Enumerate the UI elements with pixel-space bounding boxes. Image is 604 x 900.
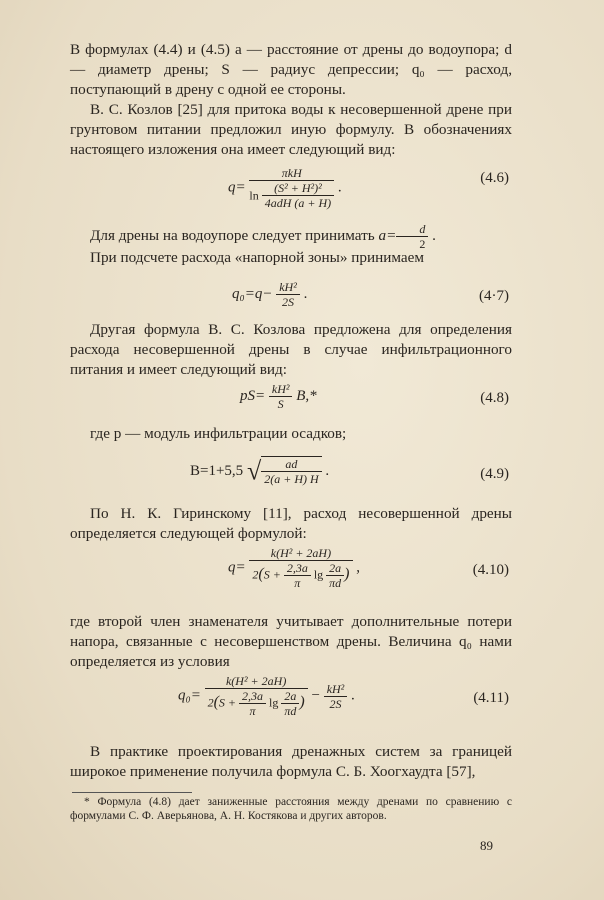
eq48-number: (4.8) bbox=[480, 390, 509, 406]
eq46-fraction bbox=[249, 166, 334, 210]
eq411-den-b: S + bbox=[218, 695, 237, 710]
eq49-number: (4.9) bbox=[480, 466, 509, 482]
eq49-den: 2(a + H) H bbox=[264, 472, 319, 486]
paragraph-6: где p — модуль инфильтрации осадков; bbox=[90, 425, 347, 442]
eq411-den-a: 2 bbox=[207, 695, 214, 710]
eq46-ln: ln bbox=[249, 188, 259, 203]
eq410-den-a: 2 bbox=[252, 567, 259, 582]
eq411-minus: − bbox=[311, 687, 320, 704]
eq49-lhs: B=1+5,5 bbox=[190, 462, 244, 479]
footnote-divider bbox=[72, 792, 192, 793]
paragraph-5: Другая формула В. С. Козлова предложена для определения расхода несовершенной дрены в случае инфильтрационного питания и имеет следующий вид: bbox=[70, 321, 512, 378]
eq47-num: kH² bbox=[276, 280, 300, 295]
eq410-den-e-den: πd bbox=[329, 576, 342, 590]
sqrt-symbol: √ bbox=[246, 456, 262, 486]
eq46-lhs: q= bbox=[228, 179, 246, 196]
eq411-number: (4.11) bbox=[473, 690, 509, 706]
eq411-den-c-num: 2,3a bbox=[239, 689, 266, 704]
eq411-num: k(H² + 2aH) bbox=[205, 674, 308, 689]
eq46-den-numerator: (S² + H²)² bbox=[262, 181, 334, 196]
eq410-den-lg: lg bbox=[313, 567, 324, 582]
eq48-rhs: B,* bbox=[296, 387, 317, 404]
eq411-term-num: kH² bbox=[324, 682, 348, 697]
paragraph-8: где второй член знаменателя учитывает дополнительные потери напора, связанные с несовершенством дрены. Величина q₀ нами определяется из условия bbox=[70, 613, 512, 670]
paragraph-3-text: Для дрены на водоупоре следует принимать bbox=[90, 226, 375, 244]
eq47-lhs: q₀=q− bbox=[232, 285, 273, 302]
p3-eq-den: 2 bbox=[419, 237, 426, 251]
eq411-den-c-den: π bbox=[249, 704, 256, 718]
paragraph-2: В. С. Козлов [25] для притока воды к несовершенной дрене при грунтовом питании предложил иную формулу. В обозначениях настоящего изложения она имеет следующий вид: bbox=[70, 101, 512, 158]
book-page: В формулах (4.4) и (4.5) a — расстояние от дрены до водоупора; d — диаметр дрены; S — радиус депрессии; q₀ — расход, поступающий в дрену с одной ее стороны. В. С. Козлов [25] для притока воды к несовершенной дрене при грунтовом питании предложил иную формулу. В обозначениях настоящего изложения она имеет следующий вид: q= πkH ln $\frac{\text{(S² + H²)²}}{\text{4adH (a + H)}}$ . (4.6) Для дрены на водоупоре следует принимать a= $\frac{d}{2}$ . При подсчете расхода «напорной зоны» принимаем q₀=q− $\frac{\text{kH²}}{2S}$ . (4·7) Другая формула В. С. Козлова предложена для определения расхода несовершенной дрены в случае инфильтрационного питания и имеет следующий вид: pS= $\frac{\text{kH²}}{S}$ B,* (4.8) где p — модуль инфильтрации осадков; B=1+5,5 √ $\frac{ad}{2(a + H) H}$ . (4.9) По Н. К. Гиринскому [11], расход несовершенной дрены определяется следующей формулой: q= k(H² + 2aH) 2(S + $\frac{2,3a}{\pi}$ lg $\frac{2a}{\pi d}$ ) , (4.10) где второй член знаменателя учитывает дополнительные потери напора, связанные с несовершенством дрены. Величина q₀ нами определяется из условия q₀= k(H² + 2aH) 2(S + $\frac{2,3a}{\pi}$ lg $\frac{2a}{\pi d}$ ) − $\frac{\text{kH²}}{2S}$ . (4.11) В практике проектирования дренажных систем за границей широкое применение получила формула С. Б. Хоогхаудта [57], * Формула (4.8) дает заниженные расстояния между дренами по сравнению с формулами С. Ф. Аверьянова, А. Н. Костякова и других авторов. 89 bbox=[0, 0, 604, 900]
eq47-number: (4·7) bbox=[479, 288, 509, 304]
eq410-den-e-num: 2a bbox=[326, 561, 344, 576]
eq46-den-denominator: 4adH (a + H) bbox=[264, 196, 332, 210]
eq411-term-den: 2S bbox=[329, 696, 342, 711]
eq411-den-e-num: 2a bbox=[281, 689, 299, 704]
eq411-den-lg: lg bbox=[269, 695, 279, 710]
paragraph-1: В формулах (4.4) и (4.5) a — расстояние от дрены до водоупора; d — диаметр дрены; S — радиус депрессии; q₀ — расход, поступающий в дрену с одной ее стороны. bbox=[70, 41, 512, 98]
paragraph-9: В практике проектирования дренажных систем за границей широкое применение получила формула С. Б. Хоогхаудта [57], bbox=[70, 743, 512, 780]
p3-eq-lhs: a= bbox=[378, 226, 397, 244]
eq411-den-e-den: πd bbox=[284, 704, 297, 718]
eq46-number: (4.6) bbox=[480, 170, 509, 186]
eq48-den: S bbox=[277, 397, 284, 411]
eq411-lhs: q₀= bbox=[178, 687, 201, 704]
eq49-num: ad bbox=[261, 457, 321, 472]
eq410-den-c-num: 2,3a bbox=[284, 561, 311, 576]
page-number: 89 bbox=[480, 838, 493, 853]
eq410-den-b: S + bbox=[263, 567, 281, 582]
eq48-num: kH² bbox=[269, 382, 293, 397]
paragraph-3: Для дрены на водоупоре следует принимать a= $\frac{d}{2}$ . bbox=[90, 222, 436, 251]
eq46-numerator: πkH bbox=[249, 166, 334, 181]
p3-eq-num: d bbox=[396, 222, 428, 237]
eq47-den: 2S bbox=[282, 295, 295, 309]
paragraph-7: По Н. К. Гиринскому [11], расход несовершенной дрены определяется следующей формулой: bbox=[70, 505, 512, 542]
eq410-num: k(H² + 2aH) bbox=[249, 546, 352, 561]
paragraph-4: При подсчете расхода «напорной зоны» принимаем bbox=[90, 249, 424, 266]
eq410-number: (4.10) bbox=[472, 562, 509, 578]
footnote: * Формула (4.8) дает заниженные расстояния между дренами по сравнению с формулами С. Ф. Аверьянова, А. Н. Костякова и других авторов. bbox=[70, 796, 512, 822]
eq410-lhs: q= bbox=[228, 559, 246, 576]
eq410-den-c-den: π bbox=[294, 576, 301, 590]
eq48-lhs: pS= bbox=[240, 387, 266, 404]
